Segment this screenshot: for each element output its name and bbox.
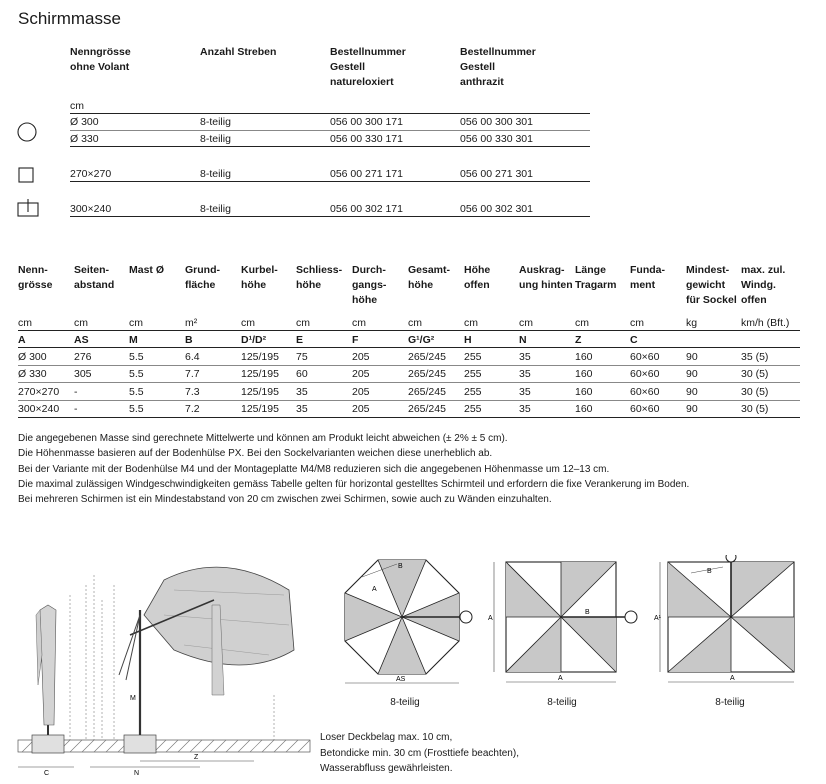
- note-line: Die maximal zulässigen Windgeschwindigkeiten gemäss Tabelle gelten für horizontal gestelltes Schirmteil und erfordern die fixe Verankerung im Boden.: [18, 478, 690, 490]
- column-header: Bestellnummer Gestell anthrazit: [460, 46, 536, 88]
- table-cell: 90: [686, 368, 698, 380]
- column-header: Mindest- gewicht für Sockel: [686, 264, 737, 306]
- code-label: AS: [74, 334, 89, 346]
- unit-label: kg: [686, 317, 698, 329]
- table-cell: 35: [519, 351, 531, 363]
- table-cell: 125/195: [241, 403, 279, 415]
- column-header: Funda- ment: [630, 264, 665, 291]
- table-cell: 6.4: [185, 351, 200, 363]
- table-cell: 60: [296, 368, 308, 380]
- table-rule: [70, 146, 590, 147]
- table-cell: 265/245: [408, 386, 446, 398]
- table-cell: 90: [686, 386, 698, 398]
- column-header: Kurbel- höhe: [241, 264, 278, 291]
- table-cell: 255: [464, 386, 482, 398]
- table-cell: Ø 330: [18, 368, 47, 380]
- code-label: H: [464, 334, 472, 346]
- code-label: D¹/D²: [241, 334, 267, 346]
- dim-label-n: N: [134, 770, 140, 777]
- table-cell: 7.7: [185, 368, 200, 380]
- table-cell: 35: [519, 368, 531, 380]
- table-cell: 30 (5): [741, 368, 769, 380]
- sq2-label-b: B: [707, 568, 712, 575]
- table-cell: 160: [575, 368, 593, 380]
- table-cell: 75: [296, 351, 308, 363]
- unit-label: cm: [18, 317, 32, 329]
- table-cell: 056 00 271 171: [330, 168, 403, 180]
- table-cell: 255: [464, 403, 482, 415]
- unit-label: cm: [129, 317, 143, 329]
- oct-label-b: B: [398, 563, 403, 570]
- rectangle-top-view: [648, 555, 808, 688]
- table-cell: Ø 300: [18, 351, 47, 363]
- table-cell: 5.5: [129, 351, 144, 363]
- table-cell: 5.5: [129, 403, 144, 415]
- table-cell: 300×240: [18, 403, 60, 415]
- table-cell: 8-teilig: [200, 168, 231, 180]
- column-header: Grund- fläche: [185, 264, 220, 291]
- table-cell: 305: [74, 368, 92, 380]
- table-rule: [18, 365, 800, 366]
- column-header: Durch- gangs- höhe: [352, 264, 387, 306]
- table-cell: 35: [296, 403, 308, 415]
- code-label: N: [519, 334, 527, 346]
- octagon-top-view: [338, 555, 474, 688]
- table-cell: 265/245: [408, 351, 446, 363]
- table-cell: 056 00 302 171: [330, 203, 403, 215]
- shape-icons: [16, 120, 42, 222]
- table-cell: 60×60: [630, 368, 660, 380]
- unit-label: m²: [185, 317, 198, 329]
- table-cell: 255: [464, 351, 482, 363]
- dim-label-z: Z: [194, 754, 199, 761]
- column-header: Nenn- grösse: [18, 264, 53, 291]
- code-label: Z: [575, 334, 582, 346]
- unit-label: km/h (Bft.): [741, 317, 790, 329]
- table-cell: 255: [464, 368, 482, 380]
- table-cell: 205: [352, 403, 370, 415]
- oct-label-a: A: [372, 586, 377, 593]
- table-cell: 125/195: [241, 386, 279, 398]
- unit-label: cm: [630, 317, 644, 329]
- table-cell: 90: [686, 351, 698, 363]
- table-cell: 205: [352, 351, 370, 363]
- table-cell: Ø 330: [70, 133, 99, 145]
- table-cell: 265/245: [408, 403, 446, 415]
- note-line: Die Höhenmasse basieren auf der Bodenhülse PX. Bei den Sockelvarianten weichen diese unerheblich ab.: [18, 448, 493, 460]
- column-header: Anzahl Streben: [200, 46, 277, 58]
- table-cell: 125/195: [241, 351, 279, 363]
- column-header: Bestellnummer Gestell natureloxiert: [330, 46, 406, 88]
- note-line: Die angegebenen Masse sind gerechnete Mittelwerte und können am Produkt leicht abweichen (± 2% ± 5 cm).: [18, 433, 508, 444]
- table-cell: 60×60: [630, 403, 660, 415]
- unit-label: cm: [74, 317, 88, 329]
- square-shape-icon: [19, 168, 33, 182]
- round-shape-icon: [18, 123, 36, 141]
- dim-label-m: M: [130, 695, 136, 702]
- unit-label: cm: [296, 317, 310, 329]
- table-cell: 35 (5): [741, 351, 769, 363]
- table-cell: Ø 300: [70, 116, 99, 128]
- column-header: Länge Tragarm: [575, 264, 617, 291]
- table-cell: 90: [686, 403, 698, 415]
- table-cell: 270×270: [18, 386, 60, 398]
- table-rule: [70, 130, 590, 131]
- table-cell: 7.2: [185, 403, 200, 415]
- table-cell: 056 00 300 171: [330, 116, 403, 128]
- unit-label: cm: [352, 317, 366, 329]
- table-cell: 056 00 302 301: [460, 203, 533, 215]
- table-cell: 5.5: [129, 386, 144, 398]
- table-cell: 160: [575, 386, 593, 398]
- caption-square: 8-teilig: [547, 697, 577, 708]
- note-line: Bei mehreren Schirmen ist ein Mindestabstand von 20 cm zwischen zwei Schirmen, sowie auch zu Wänden einzuhalten.: [18, 494, 552, 506]
- table-rule: [18, 400, 800, 401]
- table-rule: [18, 330, 800, 331]
- table-cell: 205: [352, 368, 370, 380]
- page-title: Schirmmasse: [18, 9, 121, 28]
- code-label: E: [296, 334, 304, 346]
- table-cell: 35: [519, 403, 531, 415]
- side-view-diagram: [14, 555, 314, 777]
- table-cell: 60×60: [630, 386, 660, 398]
- table-cell: 7.3: [185, 386, 200, 398]
- sq1-label-b: B: [585, 609, 590, 616]
- table-rule: [18, 417, 800, 418]
- square-top-view: [488, 555, 638, 688]
- installation-note: [320, 730, 519, 777]
- unit-label: cm: [575, 317, 589, 329]
- table-cell: 30 (5): [741, 386, 769, 398]
- table-cell: 125/195: [241, 368, 279, 380]
- code-label: A: [18, 334, 26, 346]
- unit-label: cm: [408, 317, 422, 329]
- unit-label: cm: [464, 317, 478, 329]
- sq2-label-a1: A¹: [654, 615, 661, 622]
- sq1-label-a-bottom: A: [558, 675, 563, 682]
- code-label: B: [185, 334, 193, 346]
- code-label: G¹/G²: [408, 334, 435, 346]
- note-line: Loser Deckbelag max. 10 cm,: [320, 732, 453, 743]
- note-line: Wasserabfluss gewährleisten.: [320, 763, 453, 774]
- table-cell: 160: [575, 403, 593, 415]
- code-label: M: [129, 334, 138, 346]
- table-cell: 35: [519, 386, 531, 398]
- table-cell: -: [74, 386, 78, 398]
- table-cell: 160: [575, 351, 593, 363]
- code-label: F: [352, 334, 359, 346]
- notes: [18, 431, 689, 507]
- table-cell: 265/245: [408, 368, 446, 380]
- sq2-label-a: A: [730, 675, 735, 682]
- note-line: Betondicke min. 30 cm (Frosttiefe beachten),: [320, 747, 519, 759]
- dim-label-c: C: [44, 770, 50, 777]
- table-cell: 30 (5): [741, 403, 769, 415]
- table-cell: 60×60: [630, 351, 660, 363]
- oct-label-as: AS: [396, 676, 406, 683]
- table-cell: 8-teilig: [200, 116, 231, 128]
- table-cell: 056 00 300 301: [460, 116, 533, 128]
- unit-label: cm: [70, 100, 84, 112]
- column-header: Schliess- höhe: [296, 264, 343, 291]
- table-cell: 8-teilig: [200, 203, 231, 215]
- column-header: Seiten- abstand: [74, 264, 115, 291]
- table-cell: 8-teilig: [200, 133, 231, 145]
- column-header: Mast Ø: [129, 264, 165, 276]
- table-rule: [18, 347, 800, 348]
- table-cell: -: [74, 403, 78, 415]
- table-rule: [70, 216, 590, 217]
- caption-octagon: 8-teilig: [390, 697, 420, 708]
- table-cell: 056 00 271 301: [460, 168, 533, 180]
- table-rule: [18, 382, 800, 383]
- column-header: Auskrag- ung hinten: [519, 264, 573, 291]
- table-cell: 056 00 330 301: [460, 133, 533, 145]
- unit-label: cm: [241, 317, 255, 329]
- column-header: Nenngrösse ohne Volant: [70, 46, 131, 73]
- table-cell: 056 00 330 171: [330, 133, 403, 145]
- sq1-label-a-side: A: [488, 615, 493, 622]
- table-cell: 270×270: [70, 168, 112, 180]
- table-cell: 35: [296, 386, 308, 398]
- column-header: Höhe offen: [464, 264, 491, 291]
- caption-rectangle: 8-teilig: [715, 697, 745, 708]
- table-cell: 300×240: [70, 203, 112, 215]
- table-rule: [70, 181, 590, 182]
- table-cell: 5.5: [129, 368, 144, 380]
- table-cell: 205: [352, 386, 370, 398]
- note-line: Bei der Variante mit der Bodenhülse M4 und der Montageplatte M4/M8 reduzieren sich die angegebenen Höhenmasse um 12–13 cm.: [18, 463, 610, 475]
- code-label: C: [630, 334, 638, 346]
- column-header: max. zul. Windg. offen: [741, 264, 786, 306]
- table-rule: [70, 113, 590, 114]
- table-cell: 276: [74, 351, 92, 363]
- column-header: Gesamt- höhe: [408, 264, 451, 291]
- unit-label: cm: [519, 317, 533, 329]
